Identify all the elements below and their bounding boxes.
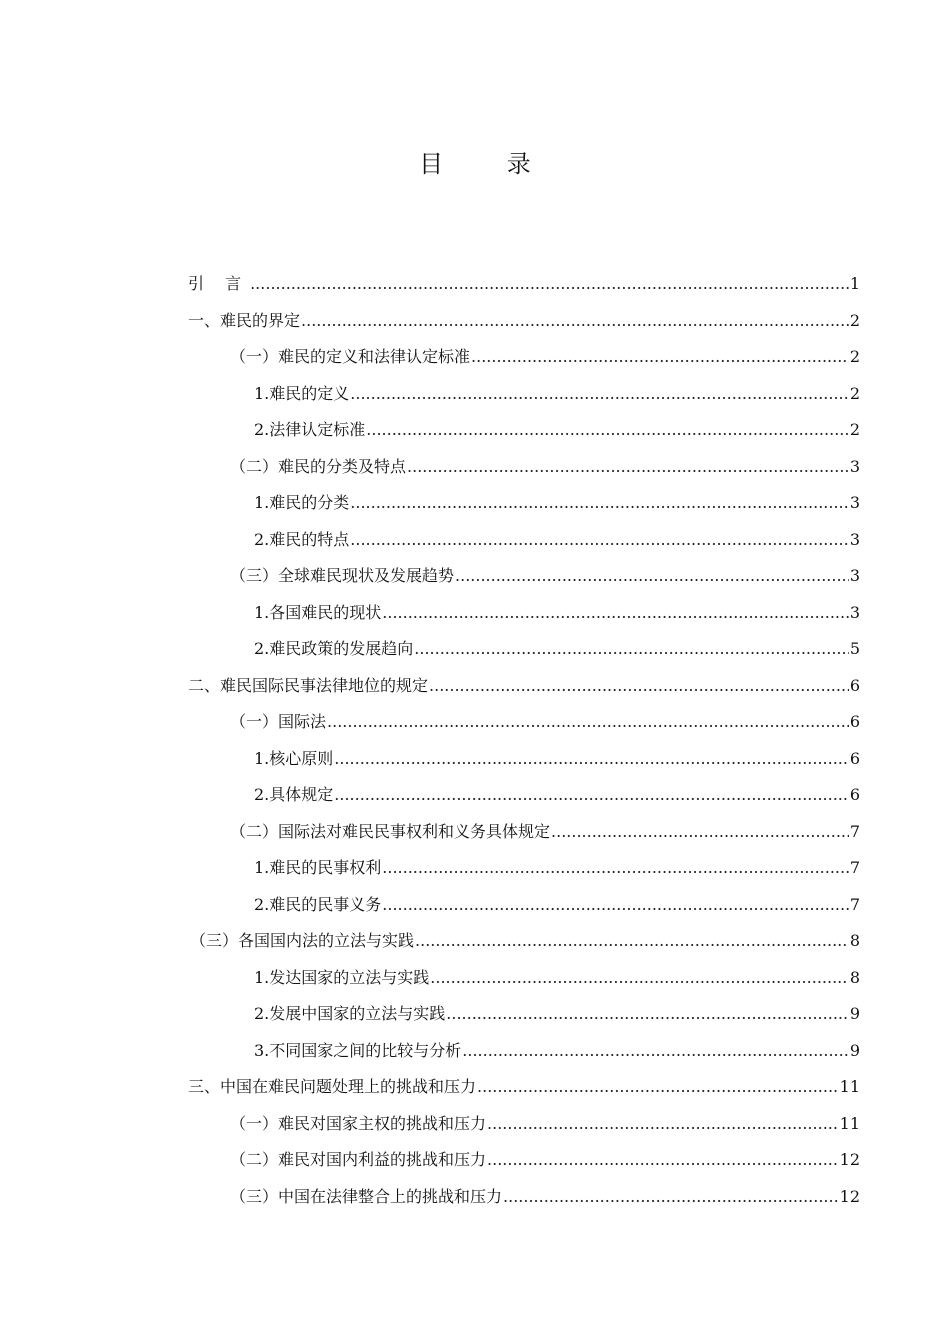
toc-leader-dots <box>414 639 849 659</box>
toc-entry-chapter-1[interactable] <box>188 299 860 331</box>
toc-entry-section[interactable] <box>230 700 860 732</box>
toc-entry-subsection[interactable] <box>254 773 860 805</box>
toc-entry-page: 8 <box>849 931 860 950</box>
toc-entry-label: 2.发展中国家的立法与实践 <box>254 1004 446 1023</box>
toc-entry-page: 2 <box>849 384 860 403</box>
toc-entry-page: 6 <box>849 676 860 695</box>
toc-entry-label: 2.难民的民事义务 <box>254 895 382 914</box>
toc-leader-dots <box>487 1114 839 1134</box>
toc-entry-page: 7 <box>849 895 860 914</box>
toc-entry-page: 2 <box>849 347 860 366</box>
toc-leader-dots <box>551 822 849 842</box>
toc-entry-label: （二）难民的分类及特点 <box>230 457 407 476</box>
toc-entry-section[interactable] <box>190 919 860 951</box>
toc-leader-dots <box>382 603 849 623</box>
toc-entry-label: 三、中国在难民问题处理上的挑战和压力 <box>188 1077 477 1096</box>
toc-entry-page: 9 <box>849 1041 860 1060</box>
toc-entry-label: （二）国际法对难民民事权利和义务具体规定 <box>230 822 551 841</box>
toc-entry-page: 3 <box>849 603 860 622</box>
toc-entry-page: 6 <box>849 749 860 768</box>
toc-entry-chapter-2[interactable] <box>188 664 860 696</box>
toc-entry-page: 11 <box>839 1077 860 1096</box>
toc-leader-dots <box>462 1041 849 1061</box>
toc-entry-page: 3 <box>849 457 860 476</box>
toc-leader-dots <box>350 530 849 550</box>
toc-entry-label: 3.不同国家之间的比较与分析 <box>254 1041 462 1060</box>
toc-entry-subsection[interactable] <box>254 518 860 550</box>
toc-entry-page: 12 <box>839 1187 860 1206</box>
toc-entry-label: 引 言 <box>188 274 250 293</box>
toc-leader-dots <box>487 1150 839 1170</box>
toc-entry-label: 1.核心原则 <box>254 749 334 768</box>
toc-entry-page: 2 <box>849 420 860 439</box>
toc-leader-dots <box>430 968 849 988</box>
toc-entry-label: 2.难民政策的发展趋向 <box>254 639 414 658</box>
toc-leader-dots <box>366 420 849 440</box>
toc-entry-section[interactable] <box>230 554 860 586</box>
toc-entry-label: 1.难民的民事权利 <box>254 858 382 877</box>
toc-entry-subsection[interactable] <box>254 372 860 404</box>
toc-entry-page: 7 <box>849 858 860 877</box>
toc-entry-subsection[interactable] <box>254 1029 860 1061</box>
toc-entry-page: 5 <box>849 639 860 658</box>
toc-entry-page: 1 <box>849 274 860 293</box>
toc-entry-label: （三）中国在法律整合上的挑战和压力 <box>230 1187 503 1206</box>
page-title: 目 录 <box>419 150 559 178</box>
toc-leader-dots <box>503 1187 839 1207</box>
toc-leader-dots <box>327 712 849 732</box>
toc-entry-subsection[interactable] <box>254 956 860 988</box>
toc-leader-dots <box>471 347 849 367</box>
toc-leader-dots <box>301 311 849 331</box>
toc-entry-page: 3 <box>849 566 860 585</box>
toc-entry-page: 7 <box>849 822 860 841</box>
toc-entry-section[interactable] <box>230 1138 860 1170</box>
toc-entry-page: 9 <box>849 1004 860 1023</box>
toc-entry-page: 2 <box>849 311 860 330</box>
toc-leader-dots <box>382 895 849 915</box>
toc-entry-label: （一）难民对国家主权的挑战和压力 <box>230 1114 487 1133</box>
toc-entry-subsection[interactable] <box>254 992 860 1024</box>
toc-entry-label: 1.难民的定义 <box>254 384 350 403</box>
toc-entry-page: 6 <box>849 785 860 804</box>
toc-leader-dots <box>382 858 849 878</box>
toc-entry-label: （一）难民的定义和法律认定标准 <box>230 347 471 366</box>
toc-entry-subsection[interactable] <box>254 846 860 878</box>
toc-leader-dots <box>477 1077 839 1097</box>
toc-entry-label: 2.法律认定标准 <box>254 420 366 439</box>
toc-entry-section[interactable] <box>230 1102 860 1134</box>
toc-entry-section[interactable] <box>230 445 860 477</box>
toc-entry-subsection[interactable] <box>254 627 860 659</box>
toc-entry-label: 一、难民的界定 <box>188 311 301 330</box>
toc-entry-subsection[interactable] <box>254 481 860 513</box>
toc-leader-dots <box>415 931 849 951</box>
toc-entry-section[interactable] <box>230 1175 860 1207</box>
toc-entry-page: 3 <box>849 530 860 549</box>
toc-entry-subsection[interactable] <box>254 737 860 769</box>
toc-entry-label: 1.各国难民的现状 <box>254 603 382 622</box>
toc-entry-page: 8 <box>849 968 860 987</box>
toc-entry-subsection[interactable] <box>254 591 860 623</box>
toc-entry-chapter-3[interactable] <box>188 1065 860 1097</box>
toc-entry-page: 3 <box>849 493 860 512</box>
toc-entry-label: 二、难民国际民事法律地位的规定 <box>188 676 429 695</box>
toc-leader-dots <box>350 493 849 513</box>
toc-leader-dots <box>334 749 849 769</box>
toc-leader-dots <box>350 384 849 404</box>
toc-entry-label: 2.具体规定 <box>254 785 334 804</box>
toc-entry-section[interactable] <box>230 810 860 842</box>
toc-entry-label: （三）各国国内法的立法与实践 <box>190 931 415 950</box>
toc-leader-dots <box>455 566 849 586</box>
toc-leader-dots <box>446 1004 849 1024</box>
toc-entry-label: 1.发达国家的立法与实践 <box>254 968 430 987</box>
toc-entry-label: （二）难民对国内利益的挑战和压力 <box>230 1150 487 1169</box>
toc-entry-label: 2.难民的特点 <box>254 530 350 549</box>
toc-entry-section[interactable] <box>230 335 860 367</box>
toc-entry-page: 6 <box>849 712 860 731</box>
toc-entry-label: （三）全球难民现状及发展趋势 <box>230 566 455 585</box>
toc-leader-dots <box>250 274 849 294</box>
toc-entry-subsection[interactable] <box>254 408 860 440</box>
toc-leader-dots <box>334 785 849 805</box>
toc-entry-page: 12 <box>839 1150 860 1169</box>
toc-entry-label: （一）国际法 <box>230 712 327 731</box>
toc-entry-subsection[interactable] <box>254 883 860 915</box>
toc-leader-dots <box>407 457 849 477</box>
toc-entry-page: 11 <box>839 1114 860 1133</box>
toc-entry-intro[interactable] <box>188 262 860 294</box>
toc-entry-label: 1.难民的分类 <box>254 493 350 512</box>
toc-leader-dots <box>429 676 849 696</box>
